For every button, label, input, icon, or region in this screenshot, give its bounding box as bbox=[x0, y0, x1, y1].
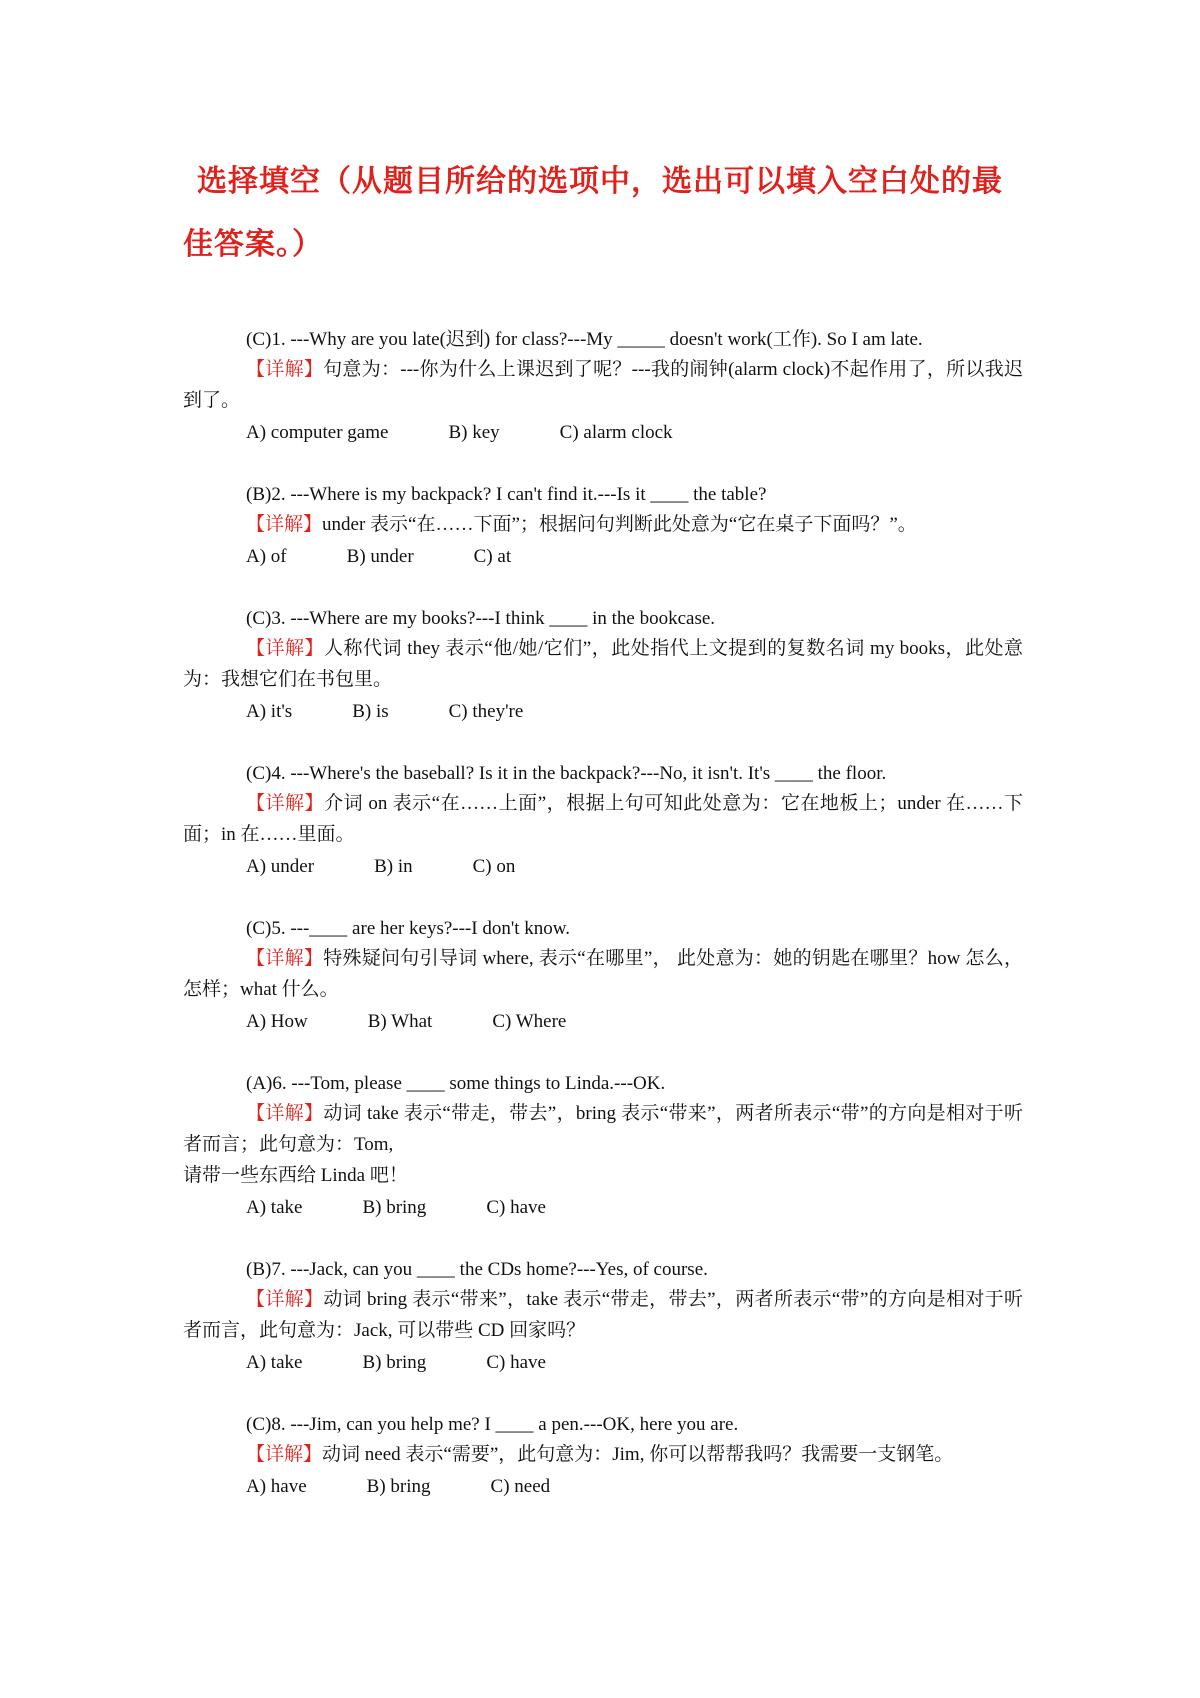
question-6 bbox=[183, 1070, 1023, 1225]
option-a: A) How bbox=[246, 1011, 308, 1032]
explanation-text: 人称代词 they 表示“他/她/它们”，此处指代上文提到的复数名词 my books，此处意为：我想它们在书包里。 bbox=[183, 638, 1023, 690]
option-b: B) in bbox=[374, 856, 413, 877]
explanation-text: 动词 take 表示“带走，带去”，bring 表示“带来”，两者所表示“带”的方向是相对于听者而言；此句意为：Tom, bbox=[183, 1103, 1023, 1155]
question-explanation bbox=[183, 1098, 1023, 1191]
question-stem: (A)6. ---Tom, please ____ some things to Linda.---OK. bbox=[246, 1073, 666, 1094]
explanation-text: 动词 need 表示“需要”，此句意为：Jim, 你可以帮帮我吗？我需要一支钢笔。 bbox=[322, 1444, 954, 1465]
explain-tag: 【详解】 bbox=[246, 793, 325, 814]
question-2 bbox=[183, 481, 1023, 574]
answer-options bbox=[183, 1346, 1023, 1380]
answer-options bbox=[183, 695, 1023, 729]
explanation-text: under 表示“在……下面”；根据问句判断此处意为“它在桌子下面吗？”。 bbox=[322, 514, 917, 535]
question-stem: (C)5. ---____ are her keys?---I don't know. bbox=[246, 918, 571, 939]
question-4 bbox=[183, 760, 1023, 884]
option-b: B) bring bbox=[362, 1197, 427, 1218]
explanation-text: 动词 bring 表示“带来”，take 表示“带走，带去”，两者所表示“带”的方向是相对于听者而言，此句意为：Jack, 可以带些 CD 回家吗？ bbox=[183, 1289, 1023, 1341]
question-1 bbox=[183, 326, 1023, 450]
option-b: B) bring bbox=[362, 1352, 427, 1373]
option-a: A) take bbox=[246, 1352, 303, 1373]
question-explanation bbox=[183, 1284, 1023, 1346]
explanation-text: 介词 on 表示“在……上面”，根据上句可知此处意为：它在地板上；under 在……下面；in 在……里面。 bbox=[183, 793, 1023, 845]
answer-options bbox=[183, 850, 1023, 884]
question-explanation bbox=[183, 633, 1023, 695]
option-b: B) under bbox=[346, 546, 414, 567]
option-a: A) under bbox=[246, 856, 315, 877]
option-a: A) have bbox=[246, 1476, 307, 1497]
option-c: C) on bbox=[472, 856, 516, 877]
question-5 bbox=[183, 915, 1023, 1039]
document-page bbox=[183, 150, 1023, 1535]
question-explanation bbox=[183, 1439, 1023, 1470]
option-c: C) Where bbox=[492, 1011, 567, 1032]
option-a: A) computer game bbox=[246, 422, 389, 443]
option-b: B) bring bbox=[366, 1476, 431, 1497]
option-c: C) at bbox=[473, 546, 512, 567]
explanation-text: 特殊疑问句引导词 where, 表示“在哪里”， 此处意为：她的钥匙在哪里？how 怎么，怎样；what 什么。 bbox=[183, 948, 1023, 1000]
question-stem: (C)1. ---Why are you late(迟到) for class?---My _____ doesn't work(工作). So I am late. bbox=[246, 329, 923, 350]
explain-tag: 【详解】 bbox=[246, 1103, 324, 1124]
question-7 bbox=[183, 1256, 1023, 1380]
explain-tag: 【详解】 bbox=[246, 1289, 324, 1310]
question-3 bbox=[183, 605, 1023, 729]
explanation-text: 句意为：---你为什么上课迟到了呢？---我的闹钟(alarm clock)不起作用了，所以我迟到了。 bbox=[183, 359, 1023, 411]
explain-tag: 【详解】 bbox=[246, 1444, 323, 1465]
question-stem: (C)8. ---Jim, can you help me? I ____ a pen.---OK, here you are. bbox=[246, 1414, 739, 1435]
answer-options bbox=[183, 416, 1023, 450]
question-explanation bbox=[183, 509, 1023, 540]
answer-options bbox=[183, 1005, 1023, 1039]
answer-options bbox=[183, 540, 1023, 574]
option-a: A) take bbox=[246, 1197, 303, 1218]
option-c: C) need bbox=[490, 1476, 551, 1497]
answer-options bbox=[183, 1191, 1023, 1225]
question-stem: (B)7. ---Jack, can you ____ the CDs home?---Yes, of course. bbox=[246, 1259, 708, 1280]
question-explanation bbox=[183, 354, 1023, 416]
explain-tag: 【详解】 bbox=[246, 514, 323, 535]
answer-options bbox=[183, 1470, 1023, 1504]
question-stem: (C)4. ---Where's the baseball? Is it in the backpack?---No, it isn't. It's ____ the floor. bbox=[246, 763, 887, 784]
question-stem: (B)2. ---Where is my backpack? I can't find it.---Is it ____ the table? bbox=[246, 484, 767, 505]
explanation-continuation: 请带一些东西给 Linda 吧！ bbox=[183, 1165, 408, 1186]
option-b: B) What bbox=[367, 1011, 433, 1032]
option-c: C) they're bbox=[448, 701, 524, 722]
explain-tag: 【详解】 bbox=[246, 359, 324, 380]
option-b: B) is bbox=[352, 701, 389, 722]
question-list bbox=[183, 326, 1023, 1504]
option-c: C) have bbox=[486, 1197, 546, 1218]
explain-tag: 【详解】 bbox=[246, 948, 324, 969]
option-c: C) have bbox=[486, 1352, 546, 1373]
option-a: A) of bbox=[246, 546, 287, 567]
option-b: B) key bbox=[448, 422, 500, 443]
question-explanation bbox=[183, 943, 1023, 1005]
option-a: A) it's bbox=[246, 701, 293, 722]
option-c: C) alarm clock bbox=[559, 422, 673, 443]
question-explanation bbox=[183, 788, 1023, 850]
section-heading: 选择填空（从题目所给的选项中，选出可以填入空白处的最佳答案。） bbox=[183, 165, 1003, 261]
question-8 bbox=[183, 1411, 1023, 1504]
explain-tag: 【详解】 bbox=[246, 638, 325, 659]
question-stem: (C)3. ---Where are my books?---I think ____ in the bookcase. bbox=[246, 608, 716, 629]
